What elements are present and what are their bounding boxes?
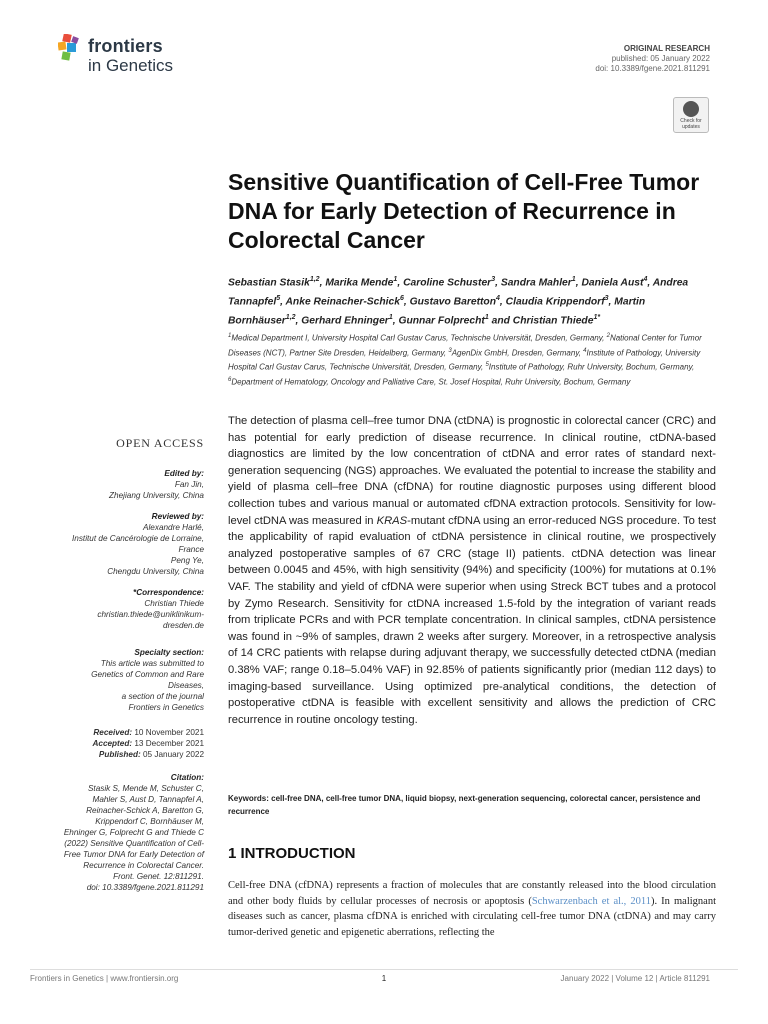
citation-text	[58, 783, 204, 893]
sidebar-line: Stasik S, Mende M, Schuster C,	[87, 784, 204, 793]
author-name[interactable]: Gerhard Ehninger	[301, 315, 389, 327]
sidebar-line: Christian Thiede	[144, 599, 204, 608]
check-for-updates-badge[interactable]	[673, 97, 709, 133]
check-updates-label: Check for updates	[680, 118, 702, 130]
correspondence-label: *Correspondence:	[133, 588, 204, 597]
check-updates-icon	[683, 101, 699, 117]
author-affiliation-marker: 6	[399, 294, 404, 302]
journal-logo[interactable]	[58, 34, 198, 84]
citation-link[interactable]: Schwarzenbach et al., 2011	[531, 895, 651, 907]
author-affiliation-marker: 5	[276, 294, 281, 302]
author-name[interactable]: Daniela Aust	[581, 277, 644, 289]
sidebar-line: Zhejiang University, China	[109, 491, 204, 500]
author-affiliation-marker: 3	[491, 276, 496, 283]
author-affiliation-marker: 1	[571, 276, 576, 283]
sidebar-line: Chengdu University, China	[107, 567, 204, 576]
sidebar-line: (2022) Sensitive Quantification of Cell-	[64, 839, 204, 848]
affiliation-number: 3	[448, 347, 452, 354]
author-affiliation-marker: 4	[496, 294, 500, 302]
author-name[interactable]: Anke Reinacher-Schick	[285, 296, 400, 308]
sidebar-line: a section of the journal	[121, 692, 204, 701]
author-affiliation-marker: 1	[393, 276, 398, 283]
sidebar-line: dresden.de	[163, 621, 204, 630]
author-affiliation-marker: 4	[643, 276, 648, 283]
reviewer-list	[58, 522, 204, 577]
author-name[interactable]: Sebastian Stasik	[228, 277, 310, 289]
sidebar-line: Genetics of Common and Rare	[91, 670, 204, 679]
article-meta-header	[595, 44, 710, 74]
author-name[interactable]: Claudia Krippendorf	[505, 296, 605, 308]
open-access-label: OPEN ACCESS	[116, 436, 204, 450]
affiliation-number: 5	[485, 362, 489, 369]
author-affiliation-marker: 1	[388, 313, 393, 321]
author-affiliation-marker: 1,2	[309, 276, 320, 283]
affiliation-text: Department of Hematology, Oncology and Palliative Care, St. Josef Hospital, Ruhr University, Bochum, Germany	[231, 377, 631, 387]
published-date-sidebar: Published: 05 January 2022	[98, 750, 204, 759]
introduction-text: Cell-free DNA (cfDNA) represents a fraction of molecules that are constantly released into the blood circulation and other body fluids by cellular processes of necrosis or apoptosis (Schwarzenbach et al., 2011). In malignant diseases such as cancer, plasma cfDNA is enriched with circulating cell-free tumor DNA (ctDNA) and may carry tumor-derived genetic and epigenetic aberrations, reflecting the	[228, 880, 716, 938]
author-name[interactable]: Caroline Schuster	[403, 277, 492, 289]
article-info-sidebar	[58, 438, 204, 893]
sidebar-line: France	[178, 545, 204, 554]
footer-journal-link[interactable]: Frontiers in Genetics | www.frontiersin.org	[30, 974, 179, 983]
author-affiliation-marker: 3	[604, 294, 609, 302]
sidebar-line: Ehninger G, Folprecht G and Thiede C	[63, 828, 204, 837]
affiliation-text: AgenDix GmbH, Dresden, Germany,	[451, 348, 584, 358]
logo-word-frontiers: frontiers	[88, 36, 163, 56]
edited-by-label: Edited by:	[164, 469, 204, 478]
sidebar-line: Fan Jin,	[174, 480, 204, 489]
sidebar-line: This article was submitted to	[100, 659, 204, 668]
sidebar-line: Front. Genet. 12:811291.	[113, 872, 204, 881]
affiliation-text: Medical Department I, University Hospital Carl Gustav Carus, Technische Universität, Dresden, Germany,	[231, 333, 607, 343]
correspondence-info[interactable]	[58, 598, 204, 631]
author-name[interactable]: Marika Mende	[325, 277, 394, 289]
author-affiliation-marker: 1	[484, 313, 489, 321]
affiliations	[228, 330, 716, 389]
affiliation-number: 6	[228, 376, 232, 383]
accepted-date: Accepted: 13 December 2021	[92, 739, 204, 748]
author-list: Sebastian Stasik$^{1,2}$, Marika Mende$^1$, Caroline Schuster$^3$, Sandra Mahler$^1$, Daniela Aust$^4$, Andrea Tannapfel$^5$, Anke Reinacher-Schick$^6$, Gustavo Baretton$^4$, Claudia Krippendorf$^3$, Martin Bornhäuser$^{1,2}$, Gerhard Ehninger$^1$, Gunnar Folprecht$^1$ and Christian Thiede$^{1*}$	[228, 276, 689, 327]
footer-issue-info: January 2022 | Volume 12 | Article 811291	[560, 974, 710, 983]
received-date: Received: 10 November 2021	[93, 728, 204, 737]
sidebar-line: Frontiers in Genetics	[128, 703, 204, 712]
sidebar-line: Free Tumor DNA for Early Detection of	[63, 850, 204, 859]
sidebar-line: Reinacher-Schick A, Baretton G,	[86, 806, 204, 815]
sidebar-line: Krippendorf C, Bornhäuser M,	[95, 817, 204, 826]
introduction-heading: 1 INTRODUCTION	[228, 845, 356, 862]
sidebar-line: Mahler S, Aust D, Tannapfel A,	[92, 795, 204, 804]
author-name[interactable]: Christian Thiede	[512, 315, 594, 327]
logo-word-journal: in Genetics	[88, 56, 174, 75]
affiliation-text: National Center for Tumor Diseases (NCT), Partner Site Dresden, Heidelberg, Germany,	[228, 333, 702, 358]
frontiers-logo-icon	[58, 34, 82, 62]
sidebar-line: Diseases,	[168, 681, 204, 690]
affiliation-text: Institute of Pathology, University Hospital Carl Gustav Carus, Technische Universität, Dresden, Germany,	[228, 348, 701, 372]
affiliation-number: 2	[606, 333, 610, 339]
article-doi[interactable]: doi: 10.3389/fgene.2021.811291	[595, 64, 710, 73]
author-affiliation-marker: 1,2	[285, 313, 296, 321]
sidebar-line: christian.thiede@uniklinikum-	[97, 610, 204, 619]
editor-list	[58, 479, 204, 501]
author-name[interactable]: Sandra Mahler	[500, 277, 572, 289]
sidebar-line: Recurrence in Colorectal Cancer.	[83, 861, 204, 870]
footer-divider	[30, 969, 738, 970]
specialty-section-text	[58, 658, 204, 713]
published-date: published: 05 January 2022	[611, 54, 710, 63]
author-name[interactable]: Gustavo Baretton	[409, 296, 497, 308]
article-type: ORIGINAL RESEARCH	[623, 44, 710, 53]
page-number: 1	[381, 974, 387, 983]
affiliation-text: Institute of Pathology, Ruhr University, Bochum, Germany,	[488, 362, 695, 372]
affiliation-number: 1	[228, 333, 232, 339]
sidebar-line: Alexandre Harlé,	[143, 523, 204, 532]
sidebar-line: Peng Ye,	[170, 556, 204, 565]
abstract: The detection of plasma cell–free tumor DNA (ctDNA) is prognostic in colorectal cancer (CRC) and has potential for early prediction of disease recurrence. In clinical routine, ctDNA-based diagnostics are limited by the low concentration of ctDNA and error rates of standard next-generation sequencing (NGS) approaches. We evaluated the potential to increase the stability and yield of plasma cell–free DNA (cfDNA) for routine diagnostic purposes using different blood collection tubes and various manual or automated cfDNA extraction protocols. Sensitivity for low-level ctDNA was measured in KRAS-mutant cfDNA using an error-reduced NGS procedure. To test the applicability of rapid evaluation of ctDNA persistence in clinical routine, we prospectively analyzed postoperative samples of 67 CRC (stage II) patients. ctDNA detection was linear between 0.0045 and 45%, with high sensitivity (94%) and specificity (100%) for mutations at 0.1% VAF. The stability and yield of cfDNA were superior when using Streck BCT tubes and a protocol by Zymo Research. Sensitivity for ctDNA increased 1.5-fold by the integration of variant reads from triplicate PCRs and with PCR template concentration. In clinical samples, ctDNA persistence was found in ~9% of samples, drawn 2 weeks after surgery. Moreover, in a retrospective analysis of 14 CRC patients with relapse during adjuvant therapy, we successfully detected ctDNA (median 0.38% VAF; range 0.18–5.04% VAF) in 92.85% of patients significantly prior (median 112 days) to imaging-based surveillance. Using optimized pre-analytical conditions, the detection of postoperative ctDNA is feasible with excellent sensitivity and allows the prediction of CRC recurrence in routine oncology testing.	[228, 415, 716, 726]
keywords: Keywords: cell-free DNA, cell-free tumor DNA, liquid biopsy, next-generation sequencing, colorectal cancer, persistence and recurrence	[228, 794, 701, 816]
affiliation-number: 4	[583, 347, 587, 354]
specialty-section-label: Specialty section:	[134, 648, 204, 657]
author-name[interactable]: Gunnar Folprecht	[398, 315, 485, 327]
author-name[interactable]: Martin Bornhäuser	[228, 296, 646, 327]
author-affiliation-marker: 1*	[593, 313, 601, 321]
reviewed-by-label: Reviewed by:	[151, 512, 204, 521]
article-title: Sensitive Quantification of Cell-Free Tumor DNA for Early Detection of Recurrence in Colorectal Cancer	[228, 169, 700, 253]
author-name[interactable]: Andrea Tannapfel	[228, 277, 689, 308]
citation-label: Citation:	[170, 773, 204, 782]
sidebar-line: Institut de Cancérologie de Lorraine,	[72, 534, 204, 543]
sidebar-line: doi: 10.3389/fgene.2021.811291	[86, 883, 204, 892]
